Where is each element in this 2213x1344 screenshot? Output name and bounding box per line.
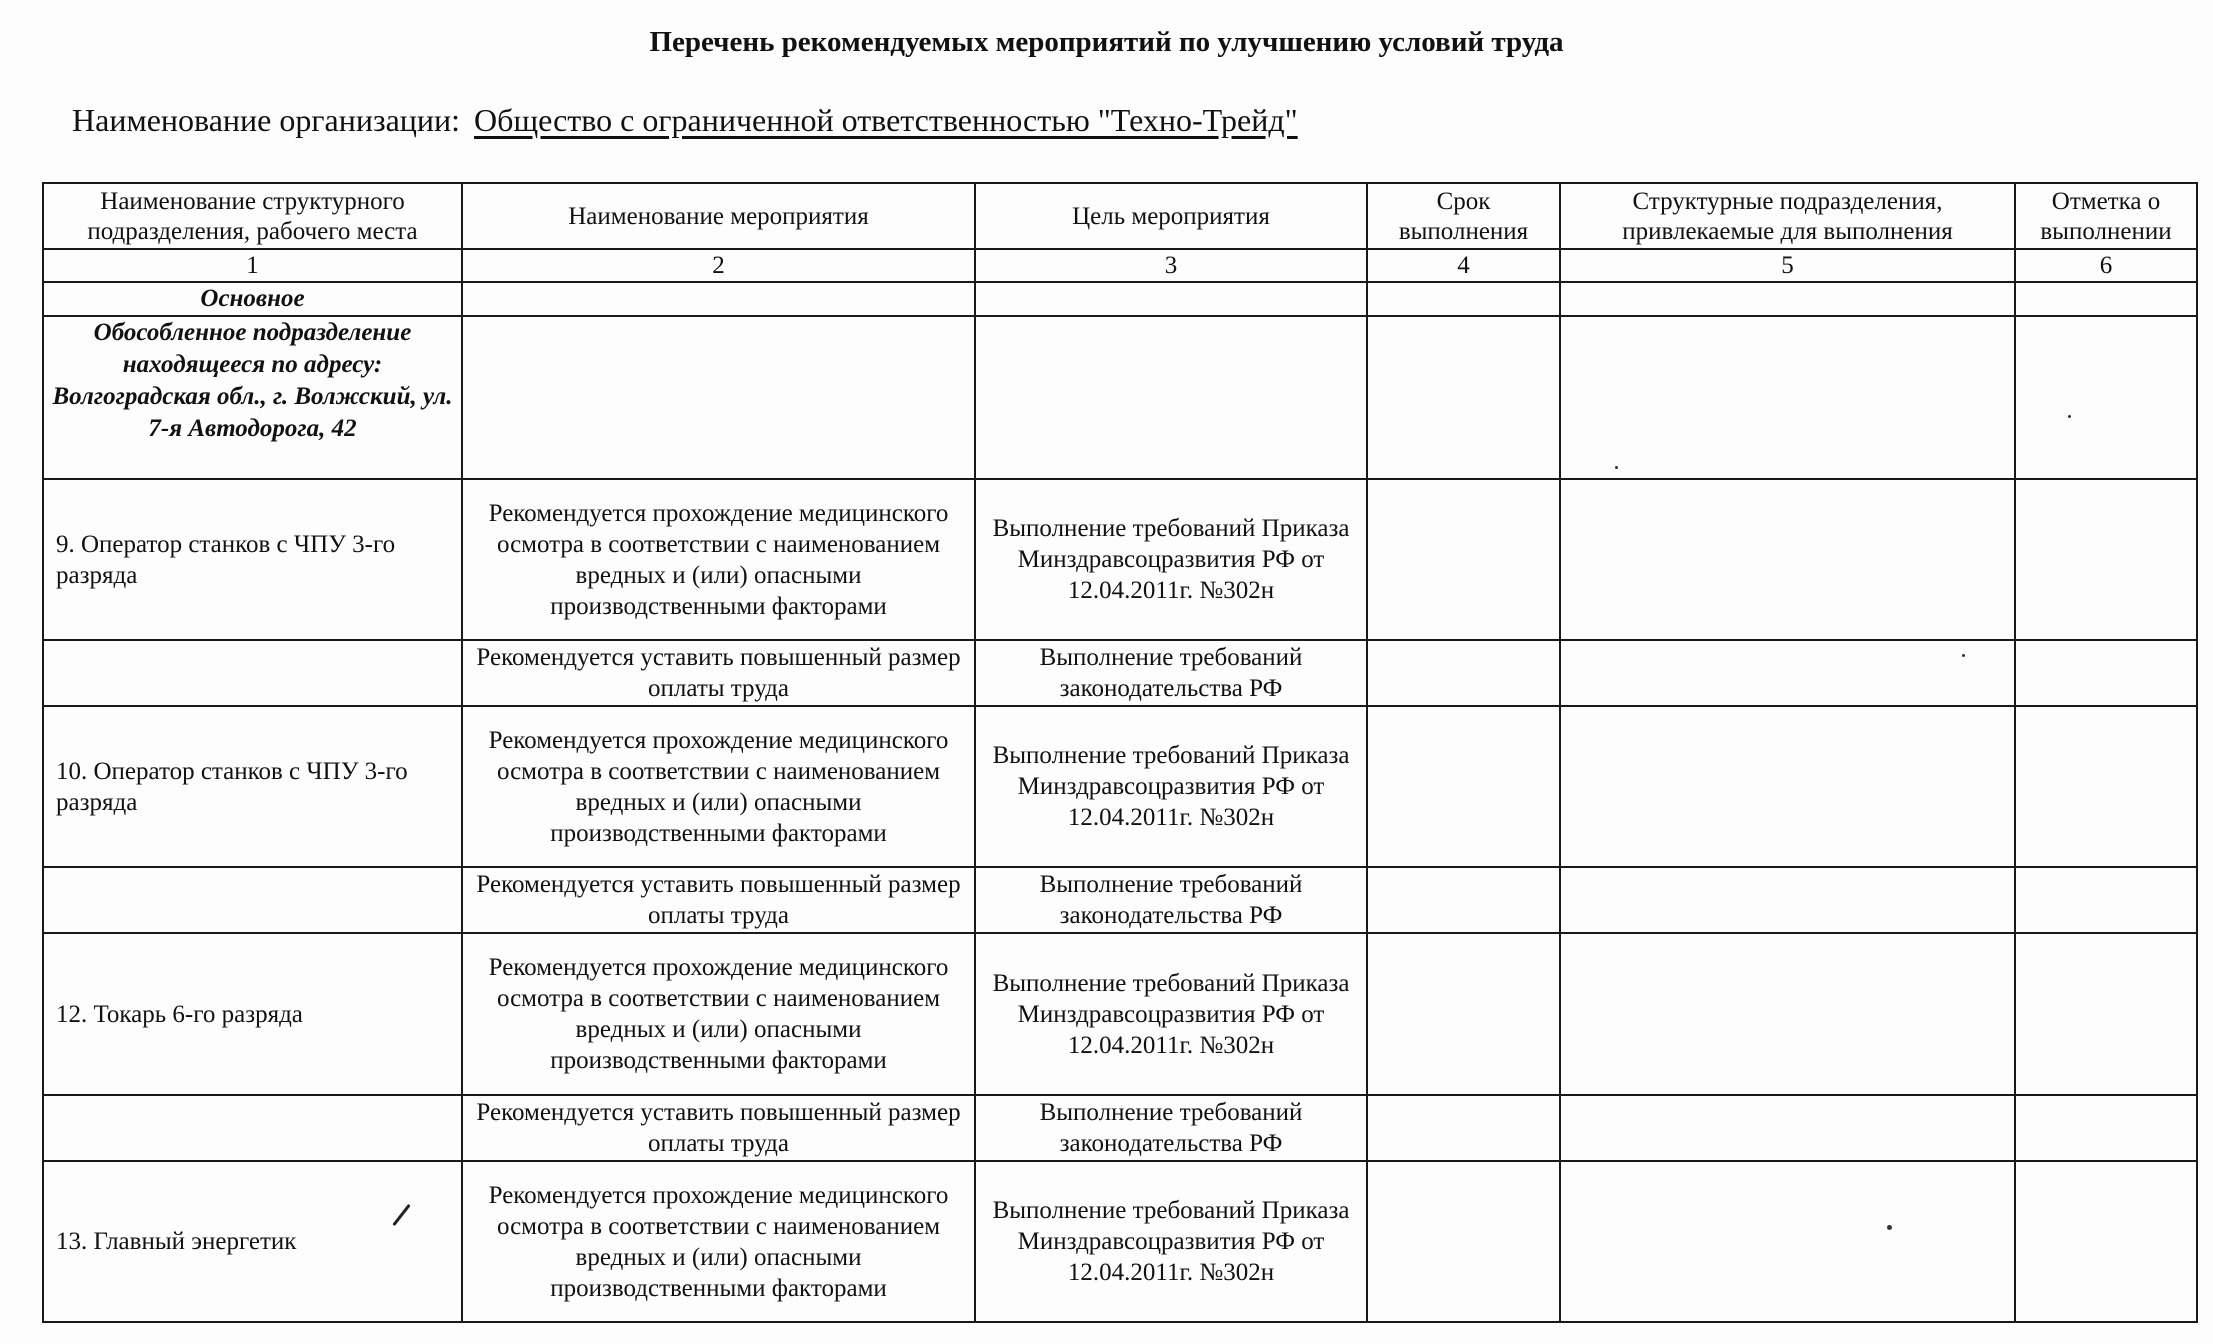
header-cell: Наименование мероприятия — [462, 183, 975, 249]
column-number: 5 — [1560, 249, 2015, 282]
workplace-cell: 10. Оператор станков с ЧПУ 3-го разряда — [43, 706, 462, 867]
workplace-cell — [43, 640, 462, 706]
departments-cell — [1560, 1095, 2015, 1161]
header-cell: Структурные подразделения, привлекаемые для выполнения — [1560, 183, 2015, 249]
table-row — [43, 867, 2197, 933]
header-cell: Цель мероприятия — [975, 183, 1367, 249]
empty-cell — [1560, 282, 2015, 316]
measure-cell: Рекомендуется прохождение медицинского осмотра в соответствии с наименованием вредных и (или) опасными производственными факторами — [462, 706, 975, 867]
section-row — [43, 316, 2197, 479]
section-heading: Основное — [43, 282, 462, 316]
section-row — [43, 282, 2197, 316]
goal-cell: Выполнение требований Приказа Минздравсоцразвития РФ от 12.04.2011г. №302н — [975, 479, 1367, 640]
workplace-cell: 12. Токарь 6-го разряда — [43, 933, 462, 1095]
measure-cell: Рекомендуется прохождение медицинского осмотра в соответствии с наименованием вредных и (или) опасными производственными факторами — [462, 1161, 975, 1322]
header-row — [43, 183, 2197, 249]
organization-name: Общество с ограниченной ответственностью "Техно-Трейд" — [474, 102, 1298, 138]
table-row — [43, 479, 2197, 640]
completion-mark-cell — [2015, 1161, 2197, 1322]
departments-cell — [1560, 1161, 2015, 1322]
empty-cell — [1367, 316, 1560, 479]
deadline-cell — [1367, 933, 1560, 1095]
scan-speck — [1887, 1225, 1892, 1230]
measure-cell: Рекомендуется прохождение медицинского осмотра в соответствии с наименованием вредных и (или) опасными производственными факторами — [462, 933, 975, 1095]
scan-speck — [2068, 415, 2071, 418]
measure-cell: Рекомендуется уставить повышенный размер оплаты труда — [462, 1095, 975, 1161]
empty-cell — [2015, 316, 2197, 479]
departments-cell — [1560, 706, 2015, 867]
table-row — [43, 1095, 2197, 1161]
goal-cell: Выполнение требований законодательства РФ — [975, 640, 1367, 706]
goal-cell: Выполнение требований Приказа Минздравсоцразвития РФ от 12.04.2011г. №302н — [975, 1161, 1367, 1322]
empty-cell — [462, 316, 975, 479]
deadline-cell — [1367, 479, 1560, 640]
deadline-cell — [1367, 1161, 1560, 1322]
workplace-cell — [43, 867, 462, 933]
completion-mark-cell — [2015, 1095, 2197, 1161]
scan-speck — [1962, 654, 1965, 657]
header-cell: Отметка о выполнении — [2015, 183, 2197, 249]
completion-mark-cell — [2015, 640, 2197, 706]
deadline-cell — [1367, 640, 1560, 706]
scan-speck — [1615, 466, 1618, 469]
workplace-cell — [43, 1095, 462, 1161]
deadline-cell — [1367, 706, 1560, 867]
completion-mark-cell — [2015, 933, 2197, 1095]
organization-line — [72, 98, 1298, 142]
deadline-cell — [1367, 867, 1560, 933]
completion-mark-cell — [2015, 706, 2197, 867]
column-number-row — [43, 249, 2197, 282]
empty-cell — [462, 282, 975, 316]
organization-label: Наименование организации: — [72, 102, 461, 138]
section-heading: Обособленное подразделение находящееся по адресу: Волгоградская обл., г. Волжский, ул. 7-я Автодорога, 42 — [43, 316, 462, 479]
header-cell: Наименование структурного подразделения, рабочего места — [43, 183, 462, 249]
empty-cell — [975, 316, 1367, 479]
goal-cell: Выполнение требований Приказа Минздравсоцразвития РФ от 12.04.2011г. №302н — [975, 706, 1367, 867]
workplace-cell: 13. Главный энергетик — [43, 1161, 462, 1322]
departments-cell — [1560, 933, 2015, 1095]
workplace-cell: 9. Оператор станков с ЧПУ 3-го разряда — [43, 479, 462, 640]
header-cell: Срок выполнения — [1367, 183, 1560, 249]
document-title: Перечень рекомендуемых мероприятий по улучшению условий труда — [649, 26, 1564, 58]
measure-cell: Рекомендуется прохождение медицинского осмотра в соответствии с наименованием вредных и (или) опасными производственными факторами — [462, 479, 975, 640]
table-row — [43, 640, 2197, 706]
measures-table — [42, 182, 2198, 1323]
measure-cell: Рекомендуется уставить повышенный размер оплаты труда — [462, 867, 975, 933]
table-row — [43, 933, 2197, 1095]
goal-cell: Выполнение требований законодательства РФ — [975, 1095, 1367, 1161]
table-row — [43, 706, 2197, 867]
departments-cell — [1560, 867, 2015, 933]
goal-cell: Выполнение требований Приказа Минздравсоцразвития РФ от 12.04.2011г. №302н — [975, 933, 1367, 1095]
completion-mark-cell — [2015, 479, 2197, 640]
departments-cell — [1560, 479, 2015, 640]
column-number: 2 — [462, 249, 975, 282]
empty-cell — [975, 282, 1367, 316]
column-number: 4 — [1367, 249, 1560, 282]
column-number: 3 — [975, 249, 1367, 282]
deadline-cell — [1367, 1095, 1560, 1161]
completion-mark-cell — [2015, 867, 2197, 933]
empty-cell — [1367, 282, 1560, 316]
column-number: 1 — [43, 249, 462, 282]
goal-cell: Выполнение требований законодательства РФ — [975, 867, 1367, 933]
column-number: 6 — [2015, 249, 2197, 282]
table-row — [43, 1161, 2197, 1322]
empty-cell — [1560, 316, 2015, 479]
departments-cell — [1560, 640, 2015, 706]
empty-cell — [2015, 282, 2197, 316]
measure-cell: Рекомендуется уставить повышенный размер оплаты труда — [462, 640, 975, 706]
